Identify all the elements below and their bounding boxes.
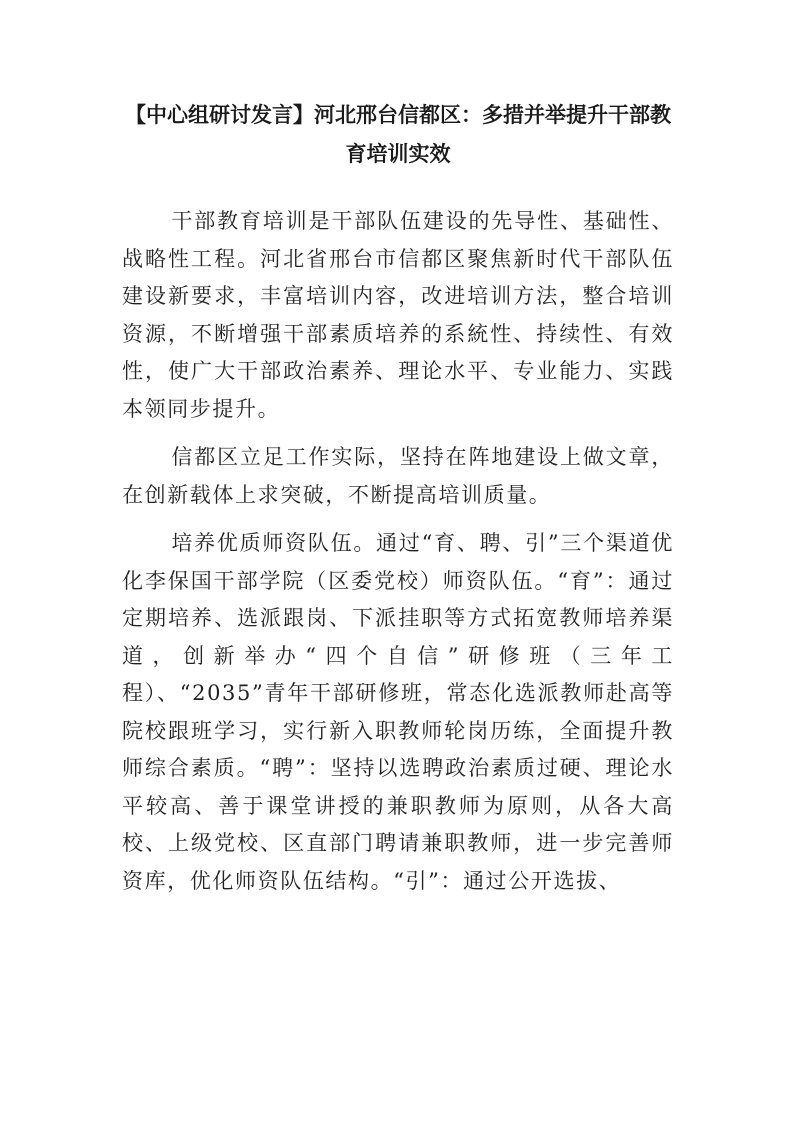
paragraph-3: 培养优质师资队伍。通过“育、聘、引”三个渠道优化李保国干部学院（区委党校）师资队伍。“育”：通过定期培养、选派跟岗、下派挂职等方式拓宽教师培养渠道，创新举办“四个自信”研修班（三年工程）、“2035”青年干部研修班，常态化选派教师赴高等院校跟班学习，实行新入职教师轮岗历练，全面提升教师综合素质。“聘”：坚持以选聘政治素质过硬、理论水平较高、善于课堂讲授的兼职教师为原则，从各大高校、上级党校、区直部门聘请兼职教师，进一步完善师资库，优化师资队伍结构。“引”：通过公开选拔、 xyxy=(122,531,674,893)
document-title: 【中心组研讨发言】河北邢台信都区：多措并举提升干部教育培训实效 xyxy=(125,103,671,166)
document-body xyxy=(122,203,674,911)
paragraph-2: 信都区立足工作实际，坚持在阵地建设上做文章，在创新载体上求突破，不断提高培训质量。 xyxy=(122,445,674,507)
paragraph-1: 干部教育培训是干部队伍建设的先导性、基础性、战略性工程。河北省邢台市信都区聚焦新时代干部队伍建设新要求，丰富培训内容，改进培训方法，整合培训资源，不断增强干部素质培养的系統性、持续性、有效性，使广大干部政治素养、理论水平、专业能力、实践本领同步提升。 xyxy=(122,209,674,421)
